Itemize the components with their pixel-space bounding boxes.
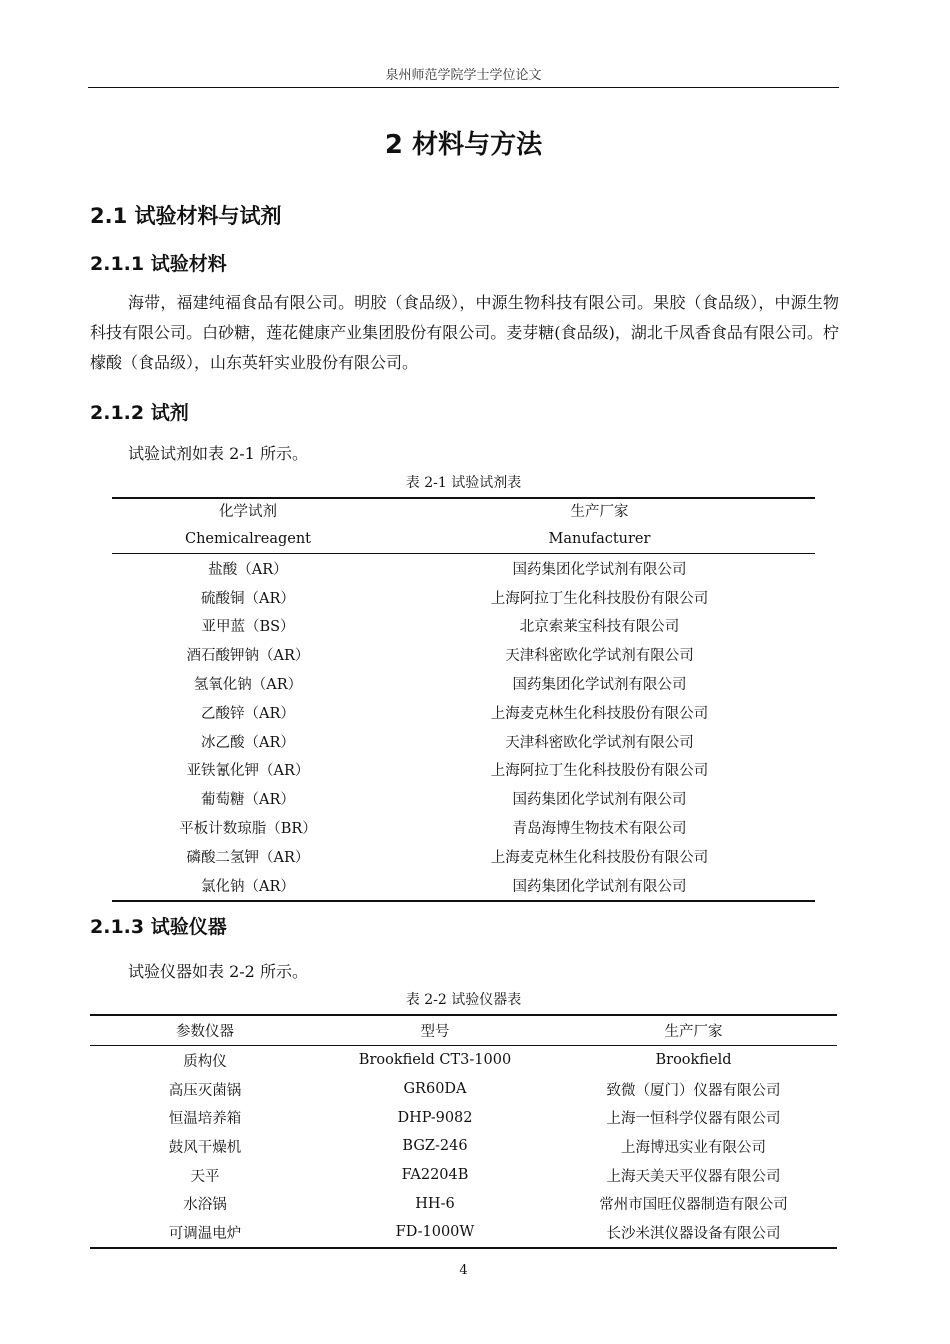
manufacturer-cell: 上海天美天平仪器有限公司 xyxy=(606,1168,781,1185)
reagent-cell: 酒石酸钾钠（AR） xyxy=(186,648,310,665)
table-row xyxy=(90,1132,837,1161)
reagent-cell: 磷酸二氢钾（AR） xyxy=(186,849,310,866)
table-row xyxy=(90,1075,837,1104)
reagent-cell: 氯化钠（AR） xyxy=(201,878,295,895)
materials-paragraph: 海带，福建纯福食品有限公司。明胶（食品级），中源生物科技有限公司。果胶（食品级），中源生物科技有限公司。白砂糖，莲花健康产业集团股份有限公司。麦芽糖(食品级)，湖北千凤香食品有限公司。柠檬酸（食品级），山东英轩实业股份有限公司。 xyxy=(90,293,839,372)
table-row xyxy=(112,583,815,612)
model-cell: FA2204B xyxy=(401,1167,469,1184)
table-2-2-caption: 表 2-2 试验仪器表 xyxy=(405,992,522,1008)
table-2-1-caption: 表 2-1 试验试剂表 xyxy=(405,475,522,491)
manufacturer-cell: 天津科密欧化学试剂有限公司 xyxy=(505,734,694,751)
table-row xyxy=(90,1218,837,1248)
page-number: 4 xyxy=(459,1263,468,1278)
model-header: 型号 xyxy=(320,1015,550,1046)
instrument-cell: 鼓风干燥机 xyxy=(168,1139,242,1156)
manufacturer-cell: 北京索莱宝科技有限公司 xyxy=(519,619,680,636)
manufacturer-cell: 长沙米淇仪器设备有限公司 xyxy=(606,1225,781,1242)
instruments-intro: 试验仪器如表 2-2 所示。 xyxy=(128,962,308,981)
table-row xyxy=(90,1103,837,1132)
manufacturer-cell: 天津科密欧化学试剂有限公司 xyxy=(505,648,694,665)
manufacturer-cell: 上海博迅实业有限公司 xyxy=(621,1139,766,1156)
instrument-cell: 高压灭菌锅 xyxy=(168,1082,242,1099)
model-cell: Brookfield CT3-1000 xyxy=(358,1052,512,1069)
model-cell: BGZ-246 xyxy=(402,1138,468,1155)
running-header: 泉州师范学院学士学位论文 xyxy=(385,68,542,83)
table-row xyxy=(112,727,815,756)
table-row xyxy=(112,612,815,641)
manufacturer-cell: 青岛海博生物技术有限公司 xyxy=(512,821,687,838)
section-heading-2-1: 2.1 试验材料与试剂 xyxy=(90,204,282,228)
table-row xyxy=(90,1161,837,1190)
manufacturer-cell: 国药集团化学试剂有限公司 xyxy=(512,792,687,809)
manufacturer-cell: 上海一恒科学仪器有限公司 xyxy=(606,1111,781,1128)
table-row xyxy=(112,871,815,901)
manufacturer-cell: 上海麦克林生化科技股份有限公司 xyxy=(490,849,709,866)
section-heading-2-1-3: 2.1.3 试验仪器 xyxy=(90,916,227,938)
reagent-cell: 盐酸（AR） xyxy=(208,561,288,578)
instrument-cell: 天平 xyxy=(190,1168,220,1185)
manufacturer-header-cn: 生产厂家 xyxy=(570,504,629,520)
header-rule xyxy=(88,87,839,88)
table-row xyxy=(112,813,815,842)
reagent-cell: 葡萄糖（AR） xyxy=(201,792,295,809)
manufacturer-cell: Brookfield xyxy=(655,1052,732,1069)
section-heading-2-1-2: 2.1.2 试剂 xyxy=(90,402,189,424)
table-row xyxy=(112,669,815,698)
reagent-cell: 亚铁氰化钾（AR） xyxy=(186,763,310,780)
instrument-cell: 可调温电炉 xyxy=(168,1225,242,1242)
manufacturer-cell: 上海阿拉丁生化科技股份有限公司 xyxy=(490,763,709,780)
reagent-cell: 平板计数琼脂（BR） xyxy=(179,821,317,838)
table-row xyxy=(112,756,815,785)
reagents-intro: 试验试剂如表 2-1 所示。 xyxy=(128,444,308,463)
instrument-cell: 水浴锅 xyxy=(183,1197,227,1214)
reagent-cell: 硫酸铜（AR） xyxy=(201,590,295,607)
instrument-cell: 质构仪 xyxy=(183,1053,227,1070)
manufacturer-cell: 国药集团化学试剂有限公司 xyxy=(512,561,687,578)
table-row xyxy=(112,842,815,871)
manufacturer-cell: 上海阿拉丁生化科技股份有限公司 xyxy=(490,590,709,607)
reagents-table xyxy=(112,497,815,902)
manufacturer-header: 生产厂家 xyxy=(550,1015,837,1046)
reagent-cell: 乙酸锌（AR） xyxy=(201,705,295,722)
instrument-header: 参数仪器 xyxy=(90,1015,320,1046)
reagent-cell: 氢氧化钠（AR） xyxy=(193,677,303,694)
table-row xyxy=(90,1046,837,1075)
manufacturer-cell: 致微（厦门）仪器有限公司 xyxy=(606,1082,781,1099)
table-row xyxy=(112,784,815,813)
instruments-table xyxy=(90,1014,837,1249)
table-row xyxy=(112,698,815,727)
reagent-cell: 亚甲蓝（BS） xyxy=(201,619,295,636)
chapter-title: 2 材料与方法 xyxy=(384,130,543,160)
manufacturer-cell: 上海麦克林生化科技股份有限公司 xyxy=(490,705,709,722)
instrument-cell: 恒温培养箱 xyxy=(168,1111,242,1128)
model-cell: DHP-9082 xyxy=(397,1109,473,1126)
table-row xyxy=(112,640,815,669)
manufacturer-cell: 常州市国旺仪器制造有限公司 xyxy=(599,1197,788,1214)
manufacturer-cell: 国药集团化学试剂有限公司 xyxy=(512,878,687,895)
reagent-header-en: Chemicalreagent xyxy=(112,526,384,554)
model-cell: GR60DA xyxy=(403,1081,467,1098)
table-row xyxy=(112,554,815,583)
model-cell: HH-6 xyxy=(415,1195,455,1212)
section-heading-2-1-1: 2.1.1 试验材料 xyxy=(90,253,227,275)
reagent-header-cn: 化学试剂 xyxy=(219,504,277,520)
model-cell: FD-1000W xyxy=(395,1224,475,1241)
reagent-cell: 冰乙酸（AR） xyxy=(201,734,295,751)
manufacturer-header-en: Manufacturer xyxy=(384,526,815,554)
table-row xyxy=(90,1189,837,1218)
manufacturer-cell: 国药集团化学试剂有限公司 xyxy=(512,677,687,694)
